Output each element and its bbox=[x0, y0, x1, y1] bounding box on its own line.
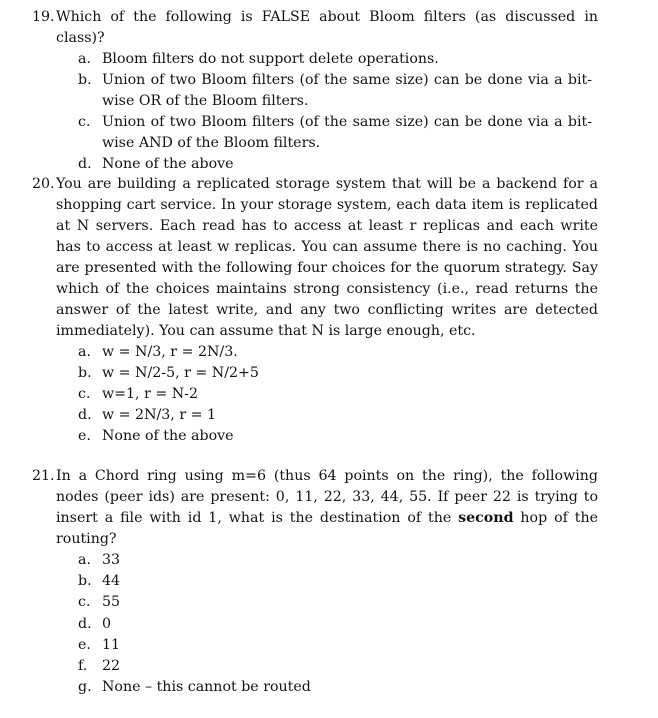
option-list bbox=[32, 49, 598, 175]
question-text bbox=[56, 466, 598, 550]
option-text: 11 bbox=[102, 636, 121, 653]
option-b bbox=[32, 571, 598, 592]
option-text: Union of two Bloom filters (of the same size) can be done via a bit-wise OR of the Bloom filters. bbox=[102, 72, 592, 109]
question-text: You are building a replicated storage system that will be a backend for a shopping cart service. In your storage system, each data item is replicated at N servers. Each read has to access at least r replicas and each write has to access at least w replicas. You can assume there is no caching. You are presented with the following four choices for the quorum strategy. Say which of the choices maintains strong consistency (i.e., read returns the answer of the latest write, and any two conflicting writes are detected immediately). You can assume that N is large enough, etc. bbox=[56, 176, 598, 339]
option-letter: a. bbox=[78, 51, 91, 67]
option-letter: b. bbox=[78, 573, 92, 590]
option-text: w=1, r = N-2 bbox=[102, 386, 199, 402]
option-a bbox=[32, 49, 598, 70]
option-letter: a. bbox=[78, 344, 91, 360]
question-21 bbox=[32, 466, 598, 698]
question-text-after: hop of the routing? bbox=[56, 510, 598, 547]
option-c bbox=[32, 112, 598, 154]
option-letter: f. bbox=[78, 658, 88, 675]
option-text: 33 bbox=[102, 552, 121, 568]
option-letter: d. bbox=[78, 156, 92, 172]
option-b bbox=[32, 363, 598, 384]
question-stem bbox=[32, 466, 598, 550]
option-letter: b. bbox=[78, 365, 92, 381]
option-text: Union of two Bloom filters (of the same size) can be done via a bit-wise AND of the Bloom filters. bbox=[102, 114, 592, 151]
option-text: None of the above bbox=[102, 156, 234, 172]
option-list bbox=[32, 550, 598, 698]
option-letter: d. bbox=[78, 407, 92, 423]
option-text: 22 bbox=[102, 658, 121, 675]
option-b bbox=[32, 70, 598, 112]
option-text: None – this cannot be routed bbox=[102, 679, 311, 696]
option-d bbox=[32, 614, 598, 635]
option-list bbox=[32, 342, 598, 447]
option-text: w = N/2-5, r = N/2+5 bbox=[102, 365, 259, 381]
option-letter: d. bbox=[78, 615, 92, 632]
option-text: None of the above bbox=[102, 428, 234, 444]
question-20 bbox=[32, 174, 598, 447]
option-letter: b. bbox=[78, 72, 92, 88]
option-a bbox=[32, 342, 598, 363]
question-text-emphasis: second bbox=[458, 510, 514, 526]
question-19 bbox=[32, 7, 598, 175]
option-f bbox=[32, 656, 598, 677]
question-number: 20. bbox=[32, 176, 55, 192]
option-letter: c. bbox=[78, 386, 91, 402]
option-d bbox=[32, 154, 598, 175]
option-c bbox=[32, 592, 598, 613]
option-letter: c. bbox=[78, 114, 91, 130]
option-text: 55 bbox=[102, 594, 121, 611]
option-letter: e. bbox=[78, 636, 91, 653]
option-letter: e. bbox=[78, 428, 91, 444]
question-number: 19. bbox=[32, 9, 55, 25]
option-e bbox=[32, 635, 598, 656]
option-text: 0 bbox=[102, 615, 112, 632]
question-stem bbox=[32, 174, 598, 342]
option-text: 44 bbox=[102, 573, 121, 590]
option-letter: g. bbox=[78, 679, 92, 696]
question-text-before: In a Chord ring using m=6 (thus 64 points on the ring), the following nodes (peer ids) are present: 0, 11, 22, 33, 44, 55. If peer 22 is trying to insert a file with id 1, what is the destination of the bbox=[56, 468, 598, 526]
question-number: 21. bbox=[32, 468, 55, 484]
option-text: Bloom filters do not support delete operations. bbox=[102, 51, 439, 67]
question-text: Which of the following is FALSE about Bloom filters (as discussed in class)? bbox=[56, 9, 598, 46]
option-text: w = N/3, r = 2N/3. bbox=[102, 344, 238, 360]
option-g bbox=[32, 677, 598, 698]
option-letter: c. bbox=[78, 594, 91, 611]
option-d bbox=[32, 405, 598, 426]
option-a bbox=[32, 550, 598, 571]
question-stem bbox=[32, 7, 598, 49]
option-c bbox=[32, 384, 598, 405]
option-e bbox=[32, 426, 598, 447]
option-letter: a. bbox=[78, 552, 91, 568]
option-text: w = 2N/3, r = 1 bbox=[102, 407, 217, 423]
